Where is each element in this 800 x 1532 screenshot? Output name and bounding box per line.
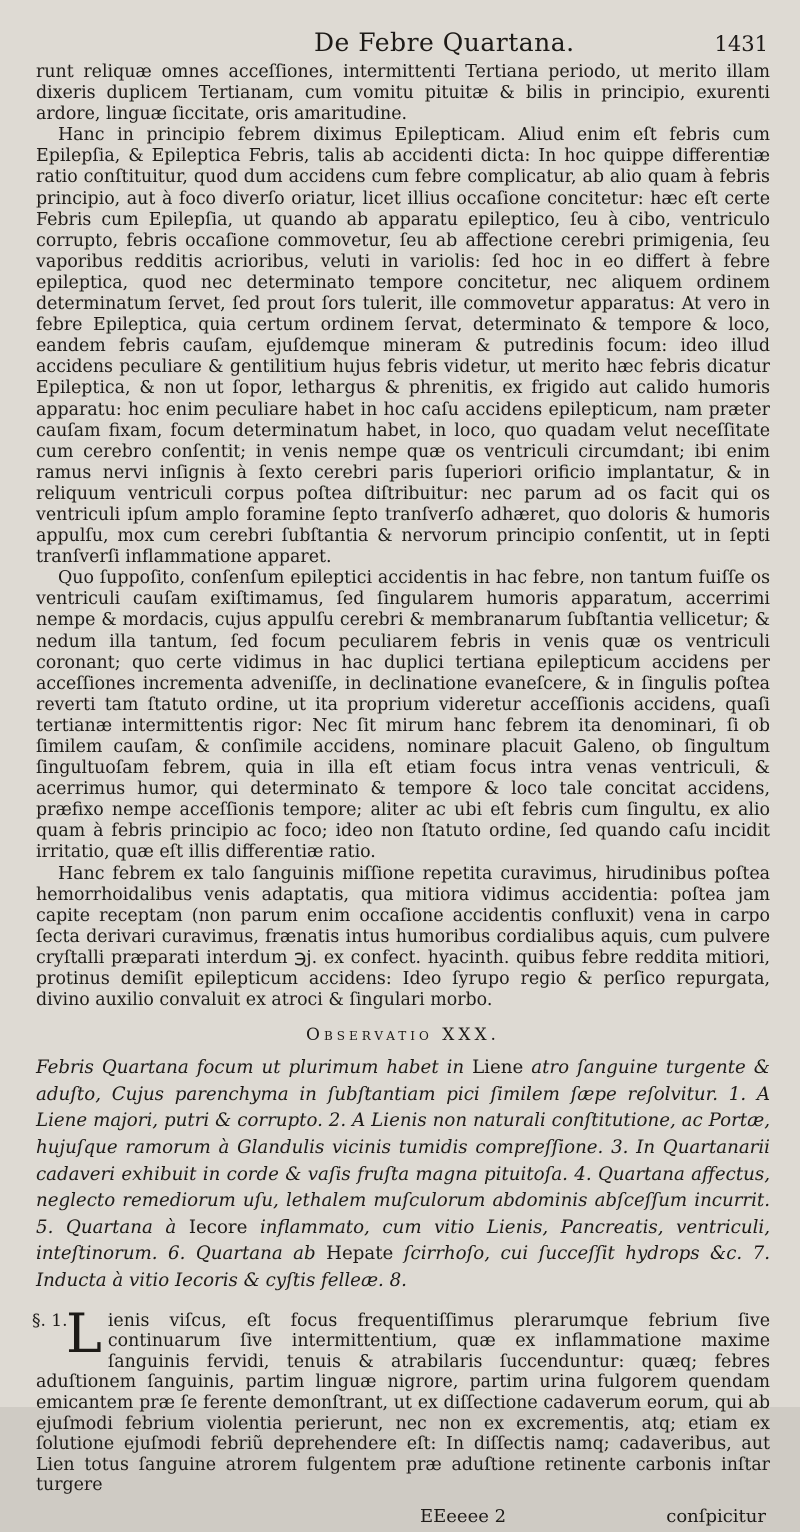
summary-part: inflammato, cum vitio Lienis, Pancreatis, ventriculi, inteſtinorum. 6. Quartana ab <box>36 1216 770 1265</box>
catchword: conſpicitur <box>666 1505 766 1527</box>
drop-cap: L <box>66 1301 102 1365</box>
summary-part: atro ſanguine turgente & aduſto, Cujus parenchyma in ſubſtantiam pici ſimilem ſæpe reſolvitur. 1. A Liene majori, putri & corrupto. 2. A Lienis non naturali conſtitutione, ac Portæ, hujuſque ramorum à Glandulis vicinis tumidis compreſſione. 3. In Quartanarii cadaveri exhibuit in corde & vaſis fruſta magna pituitoſa. 4. Quartana affectus, neglecto remediorum uſu, lethalem muſculorum abdominis abſceſſum incurrit. 5. Quartana à <box>36 1057 770 1238</box>
section-text: ienis viſcus, eſt focus frequentiſſimus plerarumque febrium ſive continuarum ſive intermittentium, quæ ex inflammatione maxime ſanguinis fervidi, tenuis & atrabilaris ſuccenduntur: quæq; febres aduſtionem ſanguinis, partim linguæ nigrore, partim urina fulgorem quendam emicantem præ ſe ferente demonſtrant, ut ex diſſectione cadaverum eorum, qui ab ejuſmodi febrium violentia perierunt, nec non ex excrementis, atq; etiam ex ſolutione ejuſmodi febriũ deprehendere eſt: In diſſectis namq; cadaveribus, aut Lien totus ſanguine atrorem fulgentem præ aduſtione retinente carbonis inſtar turgere <box>36 1310 770 1496</box>
summary-part-roman: Hepate <box>326 1243 394 1265</box>
summary-part: Febris Quartana focum ut plurimum habet in <box>36 1057 473 1079</box>
paragraph-continuation: runt reliquæ omnes acceſſiones, intermittenti Tertiana periodo, ut merito illam dixeris duplicem Tertianam, cum vomitu pituitæ & bilis in principio, exurenti ardore, linguæ ſiccitate, oris amaritudine. <box>36 62 770 125</box>
observation-summary <box>36 1055 770 1294</box>
summary-part-roman: Liene <box>472 1057 524 1079</box>
section-1 <box>32 1301 770 1496</box>
section-marker: §. 1. <box>32 1310 68 1331</box>
paragraph-treatment: Hanc febrem ex talo ſanguinis miſſione repetita curavimus, hirudinibus poſtea hemorrhoidalibus venis adaptatis, qua mitiora vidimus accidentia: poſtea jam capite receptam (non parum enim occaſione accidentis confluxit) vena in carpo ſecta derivari curavimus, frænatis intus humoribus cordialibus aquis, cum pulvere cryſtalli præparati interdum ℈j. ex confect. hyacinth. quibus febre reddita mitiori, protinus demiſit epilepticum accidens: Ideo ſyrupo regio & perſico repurgata, divino auxilio convaluit ex atroci & ſingulari morbo. <box>36 863 770 1011</box>
summary-part: ſcirrhoſo, cui ſucceſſit hydrops &c. 7. Inducta à vitio Iecoris & cyſtis felleæ. 8. <box>36 1243 770 1291</box>
running-title: De Febre Quartana. <box>314 28 575 57</box>
page-header <box>36 22 770 62</box>
page-number: 1431 <box>714 32 768 56</box>
paragraph-consensus: Quo ſuppoſito, conſenſum epileptici accidentis in hac febre, non tantum fuiſſe os ventriculi cauſam exiſtimamus, ſed ſingularem humoris apparatum, accerrimi nempe & mordacis, cujus appulſu cerebri & membranarum ſubſtantia vellicetur; & nedum illa tantum, ſed focum peculiarem febris in venis quæ os ventriculi coronant; quo certe vidimus in hac duplici tertiana epilepticum accidens per acceſſiones incrementa adveniſſe, in declinatione evaneſcere, & in ſingulis poſtea reverti tam ſtatuto ordine, ut ita proprium videretur acceſſionis accidens, quaſi tertianæ intermittentis rigor: Nec ſit mirum hanc febrem ita denominari, ſi ob ſimilem cauſam, & conſimile accidens, nominare placuit Galeno, ob ſingultum ſingultuoſam febrem, quia in illa eſt etiam focus intra venas ventriculi, & acerrimus humor, qui determinato & tempore & loco tale concitat accidens, præfixo nempe acceſſionis tempore; aliter ac ubi eſt febris cum ſingultu, ex alio quam à febris principio ac foco; ideo non ſtatuto ordine, ſed quando caſu incidit irritatio, quæ eſt illis differentiæ ratio. <box>36 568 770 863</box>
paragraph-epileptic-fever: Hanc in principio febrem diximus Epilepticam. Aliud enim eſt febris cum Epilepſia, & Epileptica Febris, talis ab accidenti dicta: In hoc quippe differentiæ ratio conſtituitur, quod dum accidens cum febre complicatur, ab alio quam à febris principio, aut à foco diverſo oriatur, licet illius occaſione concitetur: hæc eſt certe Febris cum Epilepſia, ut quando ab apparatu epileptico, ſeu à cibo, ventriculo corrupto, febris occaſione commovetur, ſeu ab affectione cerebri primigenia, ſeu vaporibus redditis acrioribus, veluti in variolis: ſed hoc in eo differt à febre epileptica, quod nec determinato tempore concitetur, nec aliquem ordinem determinatum ſervet, ſed prout ſors tulerit, ille commovetur apparatus: At vero in febre Epileptica, quia certum ordinem ſervat, determinato & tempore & loco, eandem febris cauſam, ejuſdemque mineram & putredinis focum: ideo illud accidens peculiare & gentilitium hujus febris videtur, ut merito hæc febris dicatur Epileptica, & non ut ſopor, lethargus & phrenitis, ex frigido aut calido humoris apparatu: hoc enim peculiare habet in hoc caſu accidens epilepticum, nam præter cauſam fixam, focum determinatum habet, in loco, quo quadam velut neceſſitate cum cerebro conſentit; in venis nempe quæ os ventriculi circumdant; ibi enim ramus nervi inſignis à ſexto cerebri paris ſuperiori orificio implantatur, & in reliquum ventriculi corpus poſtea diſtribuitur: nec parum ad os facit qui os ventriculi ipſum amplo foramine ſepto tranſverſo adhæret, quo doloris & humoris appulſu, mox cum cerebri ſubſtantia & nervorum principio conſentit, ut in ſepti tranſverſi inflammatione apparet. <box>36 125 770 568</box>
summary-part-roman: Iecore <box>188 1216 248 1238</box>
page-footer <box>36 1502 770 1532</box>
observation-heading: Observatio XXX. <box>306 1025 500 1046</box>
signature-mark: EEeeee 2 <box>420 1505 507 1527</box>
body-text <box>36 62 770 1011</box>
